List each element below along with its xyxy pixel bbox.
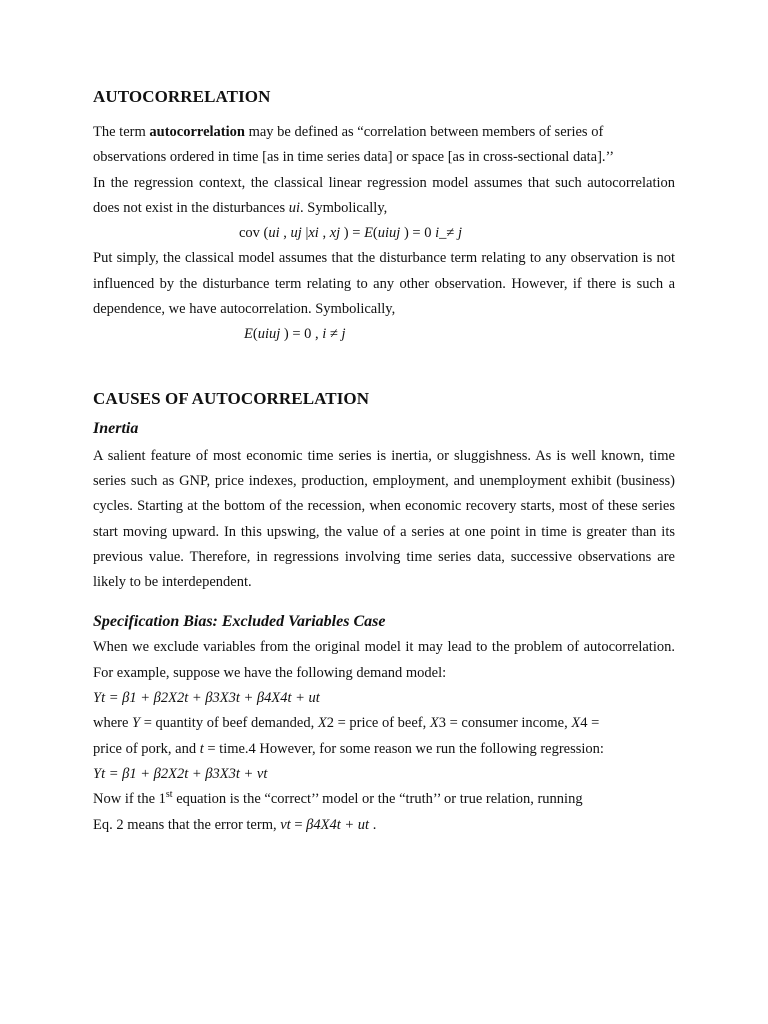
error-term-line: Eq. 2 means that the error term, vt = β4X4t + ut . xyxy=(93,816,377,833)
heading-causes: CAUSES OF AUTOCORRELATION xyxy=(93,388,370,408)
put-simply-paragraph: Put simply, the classical model assumes that the disturbance term relating to any observation is not influenced by the disturbance term relating to any other observation. However, if there is such a dependence, we have autocorrelation. Symbolically, xyxy=(93,250,675,318)
definition-paragraph: The term autocorrelation may be defined as “correlation between members of series of observations ordered in time [as in time series data] or space [as in cross-sectional data].’’ xyxy=(93,124,615,166)
equation-regression-run: Yt = β1 + β2X2t + β3X3t + vt xyxy=(93,765,268,782)
equation-cov: cov (ui , uj |xi , xj ) = E(uiuj ) = 0 i_≠ j xyxy=(239,225,462,242)
specification-paragraph: When we exclude variables from the original model it may lead to the problem of autocorrelation. For example, suppose we have the following demand model: xyxy=(93,639,675,681)
subheading-inertia: Inertia xyxy=(93,419,139,437)
regression-paragraph: In the regression context, the classical linear regression model assumes that such autocorrelation does not exist in the disturbances ui. Symbolically, xyxy=(93,174,675,216)
price-of-pork-line: price of pork, and t = time.4 However, for some reason we run the following regression: xyxy=(93,740,604,757)
now-if-line: Now if the 1st equation is the “correct’’ model or the “truth’’ or true relation, running xyxy=(93,789,583,808)
inertia-paragraph: A salient feature of most economic time series is inertia, or sluggishness. As is well known, time series such as GNP, price indexes, production, employment, and unemployment exhibit (business) cycles. Starting at the bottom of the recession, when economic recovery starts, most of these series start moving upward. In this upswing, the value of a series at one point in time is greater than its previous value. Therefore, in regressions involving time series data, successive observations are likely to be interdependent. xyxy=(93,447,675,591)
document-page xyxy=(93,84,675,838)
equation-demand-model: Yt = β1 + β2X2t + β3X3t + β4X4t + ut xyxy=(93,690,320,707)
term-autocorrelation: autocorrelation xyxy=(149,124,245,140)
equation-expectation: E(uiuj ) = 0 , i ≠ j xyxy=(244,326,346,343)
heading-autocorrelation: AUTOCORRELATION xyxy=(93,87,271,106)
where-line: where Y = quantity of beef demanded, X2 = price of beef, X3 = consumer income, X4 = xyxy=(93,715,600,732)
subheading-specification-bias: Specification Bias: Excluded Variables Case xyxy=(93,613,386,631)
